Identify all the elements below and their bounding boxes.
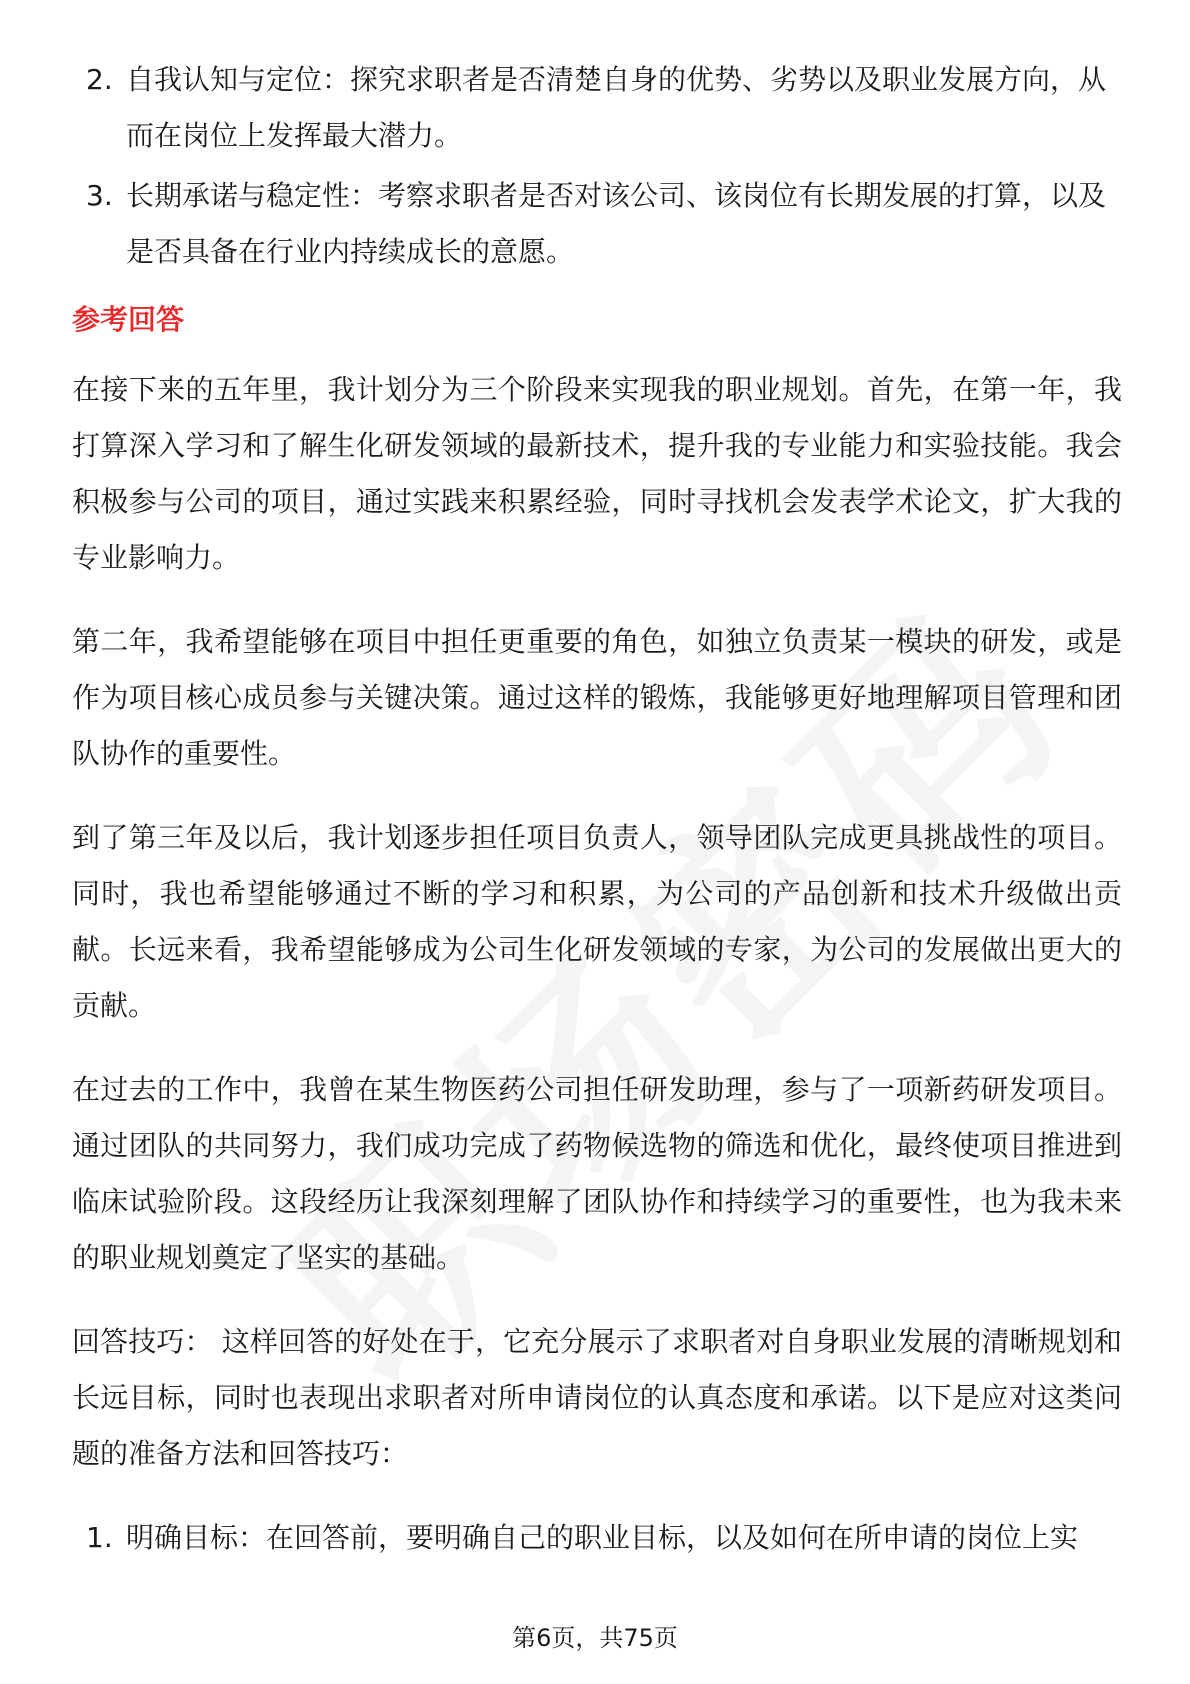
list-item bbox=[72, 52, 1122, 164]
list-text: 明确目标：在回答前，要明确自己的职业目标，以及如何在所申请的岗位上实 bbox=[126, 1521, 1079, 1554]
list-item bbox=[72, 168, 1122, 280]
paragraph: 到了第三年及以后，我计划逐步担任项目负责人，领导团队完成更具挑战性的项目。同时，我也希望能够通过不断的学习和积累，为公司的产品创新和技术升级做出贡献。长远来看，我希望能够成为公司生化研发领域的专家，为公司的发展做出更大的贡献。 bbox=[72, 821, 1122, 1022]
list-number: 1. bbox=[86, 1521, 113, 1554]
paragraph: 在接下来的五年里，我计划分为三个阶段来实现我的职业规划。首先，在第一年，我打算深入学习和了解生化研发领域的最新技术，提升我的专业能力和实验技能。我会积极参与公司的项目，通过实践来积累经验，同时寻找机会发表学术论文，扩大我的专业影响力。 bbox=[72, 373, 1122, 574]
list-text: 自我认知与定位：探究求职者是否清楚自身的优势、劣势以及职业发展方向，从而在岗位上发挥最大潜力。 bbox=[126, 63, 1107, 152]
list-item bbox=[72, 1510, 1122, 1566]
list-text: 长期承诺与稳定性：考察求职者是否对该公司、该岗位有长期发展的打算，以及是否具备在行业内持续成长的意愿。 bbox=[126, 179, 1107, 268]
paragraph: 回答技巧： 这样回答的好处在于，它充分展示了求职者对自身职业发展的清晰规划和长远目标，同时也表现出求职者对所申请岗位的认真态度和承诺。以下是应对这类问题的准备方法和回答技巧： bbox=[72, 1325, 1122, 1470]
list-number: 3. bbox=[86, 179, 113, 212]
list-number: 2. bbox=[86, 63, 113, 96]
paragraph: 在过去的工作中，我曾在某生物医药公司担任研发助理，参与了一项新药研发项目。通过团队的共同努力，我们成功完成了药物候选物的筛选和优化，最终使项目推进到临床试验阶段。这段经历让我深刻理解了团队协作和持续学习的重要性，也为我未来的职业规划奠定了坚实的基础。 bbox=[72, 1073, 1122, 1274]
paragraph: 第二年，我希望能够在项目中担任更重要的角色，如独立负责某一模块的研发，或是作为项目核心成员参与关键决策。通过这样的锻炼，我能够更好地理解项目管理和团队协作的重要性。 bbox=[72, 625, 1122, 770]
page-footer: 第6页，共75页 bbox=[512, 1624, 678, 1652]
section-heading: 参考回答 bbox=[72, 303, 185, 336]
page-content bbox=[72, 52, 1122, 1570]
